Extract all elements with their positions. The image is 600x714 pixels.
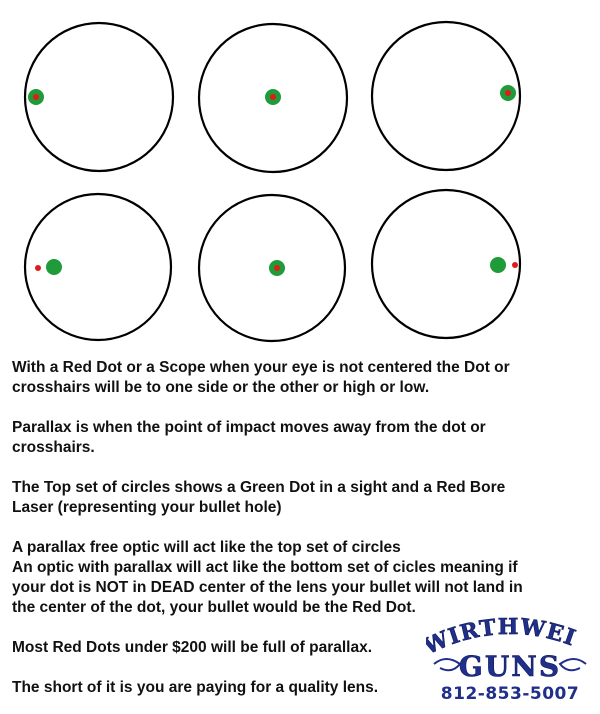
logo-brand-line1: IRTHWEI — [445, 616, 580, 652]
sight-circle-top-center — [199, 24, 347, 172]
text-line: Most Red Dots under $200 will be full of parallax. — [12, 639, 373, 656]
red-dot — [274, 265, 280, 271]
red-dot — [505, 90, 511, 96]
flourish-left-icon — [434, 659, 460, 670]
sight-circle-bottom-center — [199, 195, 345, 341]
red-dot — [33, 94, 39, 100]
text-line: the center of the dot, your bullet would be the Red Dot. — [12, 599, 416, 616]
text-line: With a Red Dot or a Scope when your eye is not centered the Dot or — [12, 359, 510, 376]
paragraph-top-circles — [12, 478, 572, 518]
sight-circle-top-right — [372, 22, 520, 170]
bottom-row-circles — [25, 190, 520, 341]
green-dot — [490, 257, 506, 273]
paragraph-intro — [12, 358, 572, 398]
text-line: your dot is NOT in DEAD center of the lens your bullet will not land in — [12, 579, 523, 596]
text-line: The short of it is you are paying for a quality lens. — [12, 679, 379, 696]
logo-brand-line2: GUNS — [458, 650, 562, 683]
logo-graphic — [426, 616, 594, 686]
green-dot — [46, 259, 62, 275]
text-line: Laser (representing your bullet hole) — [12, 499, 282, 516]
sight-circle-top-left — [25, 23, 173, 171]
flourish-right-icon — [560, 659, 586, 670]
parallax-diagram — [0, 0, 600, 352]
red-dot — [270, 94, 276, 100]
text-line: The Top set of circles shows a Green Dot in a sight and a Red Bore — [12, 479, 506, 496]
text-line: Parallax is when the point of impact moves away from the dot or — [12, 419, 486, 436]
text-line: A parallax free optic will act like the top set of circles — [12, 539, 401, 556]
wirthwein-guns-logo — [426, 616, 594, 706]
red-dot — [35, 265, 41, 271]
top-row-circles — [25, 22, 520, 172]
paragraph-parallax-definition — [12, 418, 572, 458]
text-line: crosshairs will be to one side or the other or high or low. — [12, 379, 430, 396]
red-dot — [512, 262, 518, 268]
text-line: An optic with parallax will act like the bottom set of cicles meaning if — [12, 559, 518, 576]
paragraph-parallax-free — [12, 538, 572, 618]
text-line: crosshairs. — [12, 439, 95, 456]
sight-circle-bottom-right — [372, 190, 520, 338]
sight-circle-bottom-left — [25, 194, 171, 340]
logo-phone-number: 812-853-5007 — [440, 684, 580, 704]
